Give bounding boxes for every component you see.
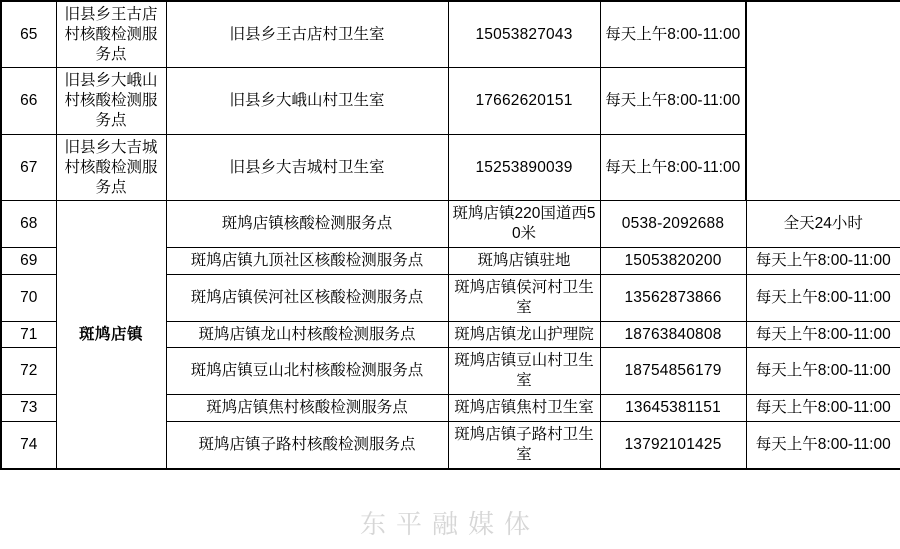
site-phone: 13792101425: [600, 421, 746, 468]
row-index: 66: [1, 68, 56, 134]
row-index: 74: [1, 421, 56, 468]
site-phone: 15053820200: [600, 248, 746, 275]
site-address: 斑鸠店镇子路村卫生室: [448, 421, 600, 468]
site-hours: 每天上午8:00-11:00: [746, 248, 900, 275]
site-name: 旧县乡大吉城村核酸检测服务点: [56, 134, 166, 200]
site-phone: 0538-2092688: [600, 201, 746, 248]
site-hours: 每天上午8:00-11:00: [746, 395, 900, 422]
table-row: [1, 68, 900, 134]
site-name: 斑鸠店镇九顶社区核酸检测服务点: [166, 248, 448, 275]
site-name: 旧县乡王古店村核酸检测服务点: [56, 1, 166, 68]
site-hours: 每天上午8:00-11:00: [746, 274, 900, 321]
site-name: 斑鸠店镇焦村核酸检测服务点: [166, 395, 448, 422]
table-row: [1, 134, 900, 200]
site-address: 旧县乡王古店村卫生室: [166, 1, 448, 68]
site-hours: 每天上午8:00-11:00: [746, 348, 900, 395]
site-address: 斑鸠店镇220国道西50米: [448, 201, 600, 248]
site-phone: 13562873866: [600, 274, 746, 321]
site-name: 斑鸠店镇侯河社区核酸检测服务点: [166, 274, 448, 321]
site-hours: 每天上午8:00-11:00: [746, 421, 900, 468]
site-address: 斑鸠店镇侯河村卫生室: [448, 274, 600, 321]
watermark: 东平融媒体: [359, 509, 540, 539]
site-name: 旧县乡大峨山村核酸检测服务点: [56, 68, 166, 134]
site-phone: 18754856179: [600, 348, 746, 395]
row-index: 70: [1, 274, 56, 321]
table-row: [1, 1, 900, 68]
site-phone: 15253890039: [448, 134, 600, 200]
row-index: 69: [1, 248, 56, 275]
row-index: 67: [1, 134, 56, 200]
row-index: 71: [1, 321, 56, 348]
site-hours: 每天上午8:00-11:00: [746, 321, 900, 348]
site-phone: 18763840808: [600, 321, 746, 348]
row-index: 73: [1, 395, 56, 422]
row-index: 72: [1, 348, 56, 395]
site-hours: 全天24小时: [746, 201, 900, 248]
site-phone: 17662620151: [448, 68, 600, 134]
site-address: 斑鸠店镇焦村卫生室: [448, 395, 600, 422]
site-name: 斑鸠店镇豆山北村核酸检测服务点: [166, 348, 448, 395]
site-hours: 每天上午8:00-11:00: [600, 134, 746, 200]
table-row: [1, 201, 900, 248]
row-index: 68: [1, 201, 56, 248]
town-name: 斑鸠店镇: [56, 201, 166, 469]
site-hours: 每天上午8:00-11:00: [600, 68, 746, 134]
site-address: 斑鸠店镇龙山护理院: [448, 321, 600, 348]
site-name: 斑鸠店镇核酸检测服务点: [166, 201, 448, 248]
site-address: 斑鸠店镇豆山村卫生室: [448, 348, 600, 395]
site-hours: 每天上午8:00-11:00: [600, 1, 746, 68]
site-address: 旧县乡大吉城村卫生室: [166, 134, 448, 200]
row-index: 65: [1, 1, 56, 68]
site-phone: 13645381151: [600, 395, 746, 422]
site-address: 旧县乡大峨山村卫生室: [166, 68, 448, 134]
site-address: 斑鸠店镇驻地: [448, 248, 600, 275]
site-name: 斑鸠店镇子路村核酸检测服务点: [166, 421, 448, 468]
site-name: 斑鸠店镇龙山村核酸检测服务点: [166, 321, 448, 348]
site-phone: 15053827043: [448, 1, 600, 68]
